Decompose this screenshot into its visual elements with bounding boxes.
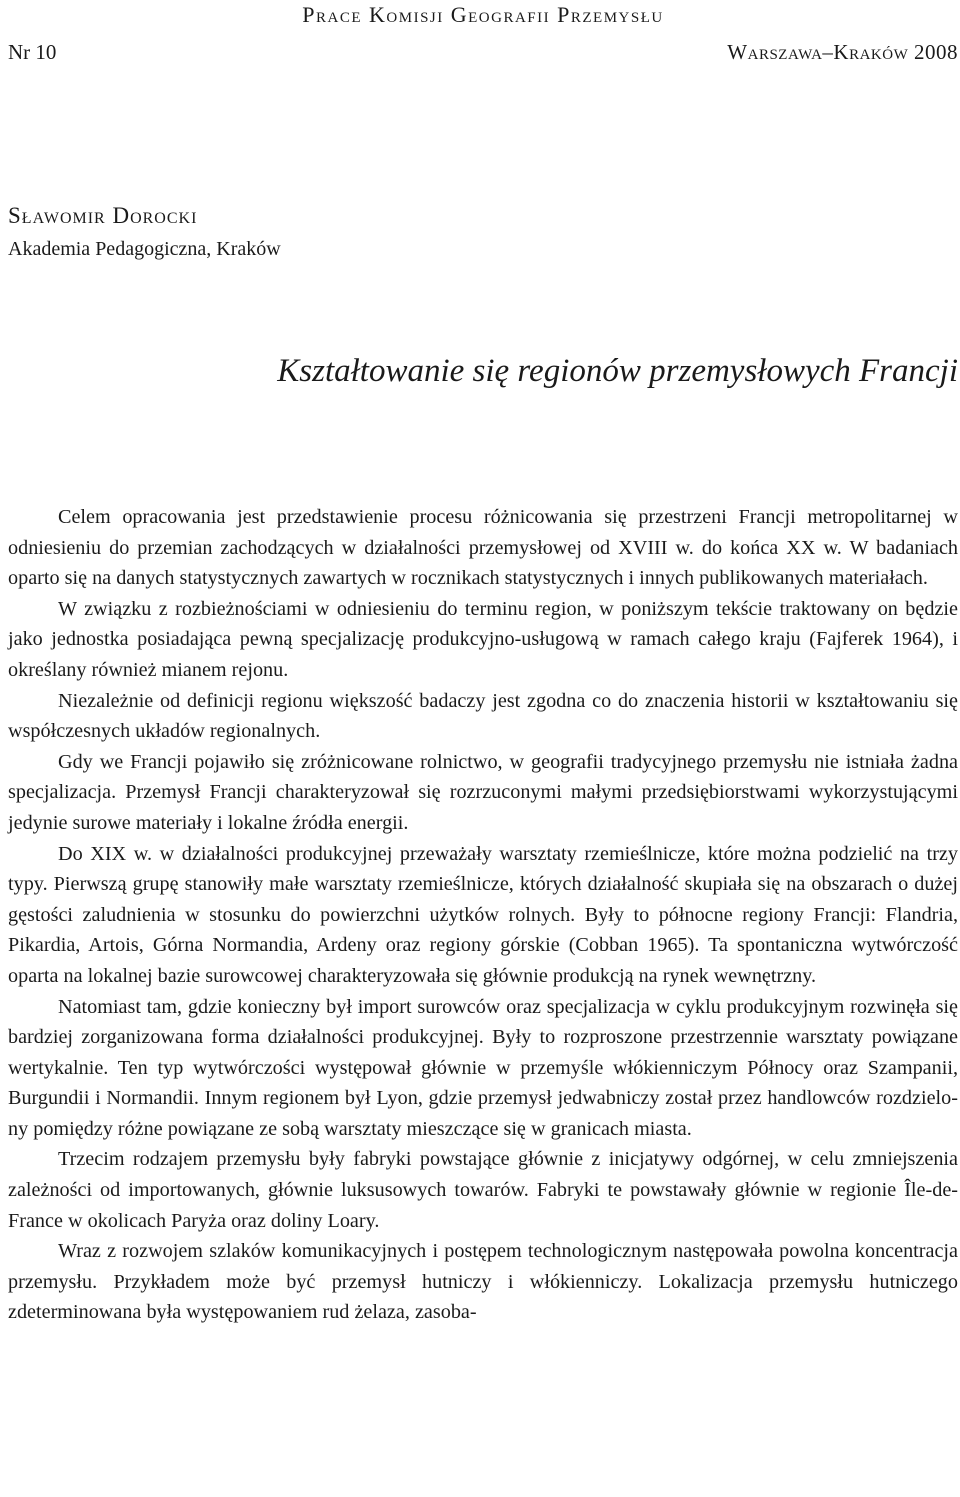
author-affiliation: Akademia Pedagogiczna, Kraków	[8, 238, 281, 260]
paragraph: Gdy we Francji pojawiło się zróżnicowane rolnictwo, w geografii tradycyjnego przemysłu nie istniała żadna specjalizacja. Przemysł Francji charakteryzował się rozrzuconymi małymi przedsiębiorstwami wykorzystującymi jedynie surowe materiały i lokalne źródła energii.	[8, 750, 958, 834]
paragraph: W związku z rozbieżnościami w odniesieniu do terminu region, w poniższym tekście traktowany on będzie jako jednostka posiadająca pewną specjalizację produkcyjno-usługową w ramach całego kraju (Fajferek 1964), i określany również mianem rejonu.	[8, 597, 958, 681]
issue-line	[8, 40, 958, 65]
article-body	[8, 502, 958, 1328]
paragraph: Celem opracowania jest przedstawienie procesu różnicowania się przestrzeni Francji metropolitarnej w odniesieniu do przemian zachodzących w działalności przemysłowej od XVIII w. do końca XX w. W badaniach oparto się na danych statystycznych zawartych w rocznikach statystycznych i innych publikowanych materiałach.	[8, 506, 958, 590]
author-name: Sławomir Dorocki	[8, 203, 198, 228]
issue-place-year: Warszawa–Kraków 2008	[727, 40, 958, 64]
article-title: Kształtowanie się regionów przemysłowych Francji	[277, 353, 958, 389]
paragraph: Trzecim rodzajem przemysłu były fabryki powstające głównie z inicjatywy odgórnej, w celu zmniejszenia zależności od importowanych, głównie luksusowych towarów. Fabryki te powstawały głównie w regionie Île-de-France w okolicach Paryża oraz doliny Loary.	[8, 1148, 958, 1232]
paragraph: Natomiast tam, gdzie konieczny był import surowców oraz specjalizacja w cyklu produkcyjnym rozwinęła się bardziej zorganizowana forma działalności produkcyjnej. Były to rozproszone przestrzennie warsztaty powiązane wertykalnie. Ten typ wytwórczości występował głównie w przemyśle włókienniczym Północy oraz Szampanii, Burgundii i Normandii. Innym regionem był Lyon, gdzie przemysł jedwabniczy został przez handlowców rozdzielony pomiędzy różne powiązane ze sobą warsztaty mieszczące się w granicach miasta.	[8, 995, 958, 1140]
paragraph: Wraz z rozwojem szlaków komunikacyjnych i postępem technologicznym następowała powolna koncentracja przemysłu. Przykładem może być przemysł hutniczy i włókienniczy. Lokalizacja przemysłu hutniczego zdeterminowana była występowaniem rud żelaza, zasoba-	[8, 1240, 958, 1324]
journal-title: Prace Komisji Geografii Przemysłu	[302, 2, 664, 27]
issue-number: Nr 10	[8, 40, 57, 64]
paragraph: Niezależnie od definicji regionu większość badaczy jest zgodna co do znaczenia historii w kształtowaniu się współczesnych układów regionalnych.	[8, 689, 958, 743]
paragraph: Do XIX w. w działalności produkcyjnej przeważały warsztaty rzemieślnicze, które można podzielić na trzy typy. Pierwszą grupę stanowiły małe warsztaty rzemieślnicze, których działalność skupiała się na obszarach o dużej gęstości zaludnienia w stosunku do powierzchni użytków rolnych. Były to północne regiony Francji: Flandria, Pikardia, Artois, Górna Normandia, Ardeny oraz regiony górskie (Cobban 1965). Ta spontaniczna wytwórczość oparta na lokalnej bazie surowcowej charakteryzowała się głównie produkcją na rynek wewnętrzny.	[8, 842, 958, 987]
